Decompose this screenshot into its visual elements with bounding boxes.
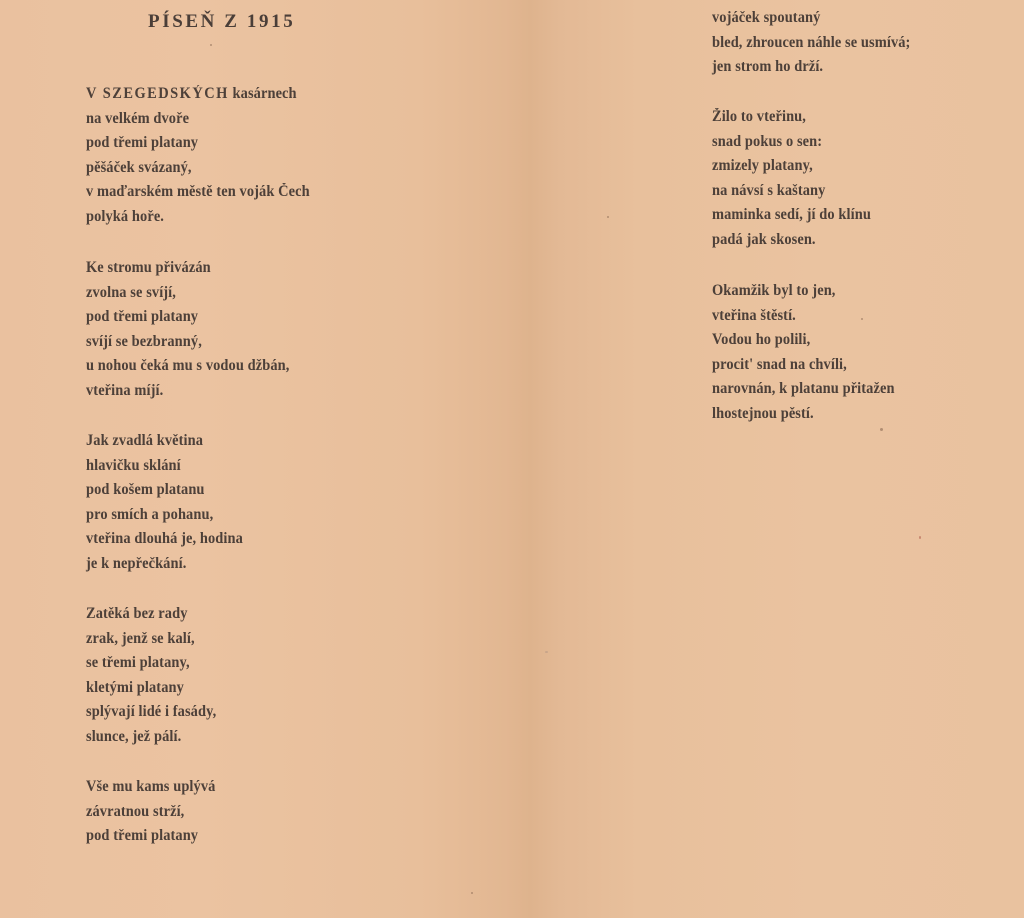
poem-line: Zatěká bez rady [86, 605, 188, 622]
poem-line: na návsí s kaštany [712, 181, 826, 199]
poem-line: bled, zhroucen náhle se usmívá; [712, 33, 911, 51]
poem-title: PÍSEŇ Z 1915 [148, 11, 296, 32]
stanza-5 [86, 775, 225, 849]
poem-line: vojáček spoutaný [712, 9, 821, 26]
poem-line: závratnou strží, [86, 802, 185, 820]
poem-line: pod košem platanu [86, 481, 205, 499]
poem-line: pro smích a pohanu, [86, 505, 214, 523]
stanza-7 [712, 105, 883, 253]
poem-line: zvolna se svíjí, [86, 283, 176, 301]
poem-line: Jak zvadlá květina [86, 432, 204, 449]
poem-line: narovnán, k platanu přitažen [712, 380, 895, 398]
poem-line-rest: kasárnech [228, 85, 297, 102]
poem-line: Ke stromu přivázán [86, 259, 211, 276]
poem-line: vteřina míjí. [86, 381, 164, 399]
poem-line [86, 82, 310, 107]
poem-line: vteřina štěstí. [712, 306, 796, 324]
stanza-8 [712, 279, 908, 427]
poem-line-caps: V SZEGEDSKÝCH [86, 85, 229, 102]
poem-line: se třemi platany, [86, 654, 190, 672]
poem-line: hlavičku sklání [86, 456, 181, 474]
poem-line: splývají lidé i fasády, [86, 703, 217, 721]
poem-line: v maďarském městě ten voják Čech [86, 183, 310, 201]
poem-line: u nohou čeká mu s vodou džbán, [86, 357, 290, 375]
paper-speck [210, 44, 212, 46]
poem-line: lhostejnou pěstí. [712, 404, 814, 422]
poem-line: slunce, jež pálí. [86, 727, 182, 745]
poem-line: polyká hoře. [86, 207, 165, 225]
stanza-2 [86, 256, 305, 404]
paper-speck [607, 216, 609, 218]
poem-line: jen strom ho drží. [712, 58, 824, 76]
paper-speck [545, 651, 548, 653]
poem-line: pod třemi platany [86, 134, 199, 152]
paper-speck [471, 892, 473, 894]
poem-line: Vše mu kams uplývá [86, 778, 216, 795]
poem-line: procit' snad na chvíli, [712, 355, 847, 373]
paper-speck [919, 536, 921, 539]
poem-line: vteřina dlouhá je, hodina [86, 530, 243, 548]
poem-line: pod třemi platany [86, 827, 199, 845]
stanza-6 [712, 6, 925, 80]
stanza-3 [86, 429, 255, 577]
poem-line: zmizely platany, [712, 157, 813, 175]
stanza-4 [86, 602, 226, 750]
paper-speck [880, 428, 883, 431]
poem-line: pěšáček svázaný, [86, 158, 192, 176]
poem-line: Vodou ho polili, [712, 331, 811, 349]
poem-line: kletými platany [86, 678, 184, 696]
poem-line: maminka sedí, jí do klínu [712, 206, 871, 224]
poem-line: Okamžik byl to jen, [712, 282, 836, 299]
poem-line: Žilo to vteřinu, [712, 108, 806, 125]
poem-line: je k nepřečkání. [86, 554, 187, 572]
poem-line: zrak, jenž se kalí, [86, 629, 195, 647]
poem-line: pod třemi platany [86, 308, 199, 326]
poem-line: snad pokus o sen: [712, 132, 823, 150]
stanza-1 [86, 82, 327, 230]
poem-line: svíjí se bezbranný, [86, 332, 202, 350]
poem-line: padá jak skosen. [712, 230, 816, 248]
poem-line: na velkém dvoře [86, 109, 190, 127]
